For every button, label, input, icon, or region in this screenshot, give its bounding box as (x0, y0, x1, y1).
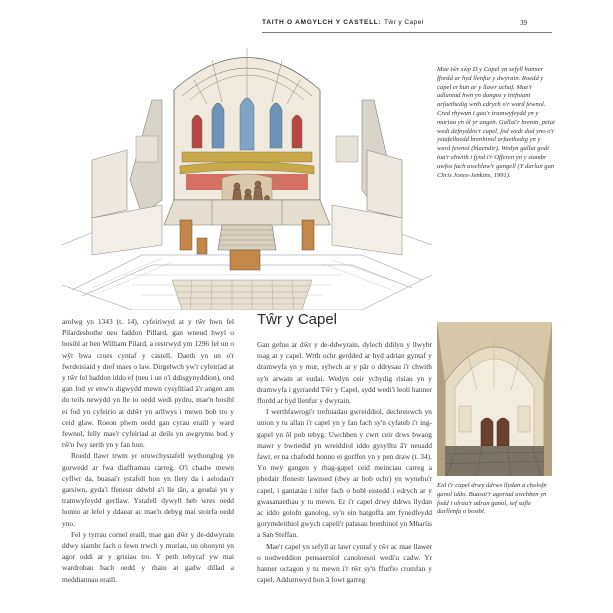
chapel-reconstruction-illustration (62, 40, 432, 310)
left-column (62, 316, 234, 585)
page-number: 39 (520, 19, 527, 27)
right-paragraph-1: Gan gefnu ar dŵr y de-ddwyrain, dylech ddilyn y llwybr tuag at y capel. Wrth ochr gerdded ar hyd adrian gyntaf y dramwyfa yn y mur, sylwch ar y pâr o ddrysau i'r chwith sy'n arwain at eudai. Wedyn ceir ychydig risiau yn y dramwyfa i gyrraedd Tŵr y Capel, sydd wedi'i leoli hanner ffordd ar hyd llenfur y dwyrain. (257, 340, 432, 406)
running-header-title (262, 19, 424, 26)
page-header (0, 0, 613, 34)
right-paragraph-3: Mae'r capel yn sefyll ar lawr cyntaf y tŵr ac mae llawer o nodweddion pensaernïol canoloesol wedi'u cadw. Yr hanner octagon y tu mewn i'r tŵr sy'n ffurfio cromfan y capel. Addurnwyd hon â fowt garreg (257, 541, 432, 585)
section-heading: Tŵr y Capel (257, 311, 338, 328)
left-paragraph-3: Fel y tyrrau cornel eraill, mae gan dŵr y de-ddwyrain ddwy siambr fach o fewn trwch y muriau, un ohonynt yn agor oddi ar y grisiau tro. Y peth tebycaf yw mai wardrobau bach oedd y rhain at gadw dillad a meddiannau eraill. (62, 529, 234, 584)
header-rule (262, 32, 552, 33)
left-paragraph-2: Roedd llawr trwm yr oruwchystafell wythonglog yn gorwedd ar fwa diafframau carreg. O'i chadw mewn cyflwr da, buasai'r ystafell hon yn llety da i aelodau'r garsiwn, gyda'i ffenestr ddwbl a'i lle tân, a geudai yn y tramwyfeydd gerllaw. Ystafell dywyll heb wres oedd honno ar lefel y ddaear ac mae'n debyg mai stoirfa oedd yno. (62, 451, 234, 528)
running-header-section: TAITH O AMGYLCH Y CASTELL: (262, 19, 382, 26)
right-column (257, 339, 432, 585)
running-header-subtitle: Tŵr y Capel (383, 19, 424, 26)
illustration-caption: Mae tŵr sŵp D y Capel yn sefyll hanner ffordd ar hyd llenfur y dwyrain. Roedd y capel ei hun ar y llawr uchaf. Mae'r adluniad hwn yn dangos y trefniant arfaethedig wrth edrych o'r ward fewnol. Cred rhywun i gau'r tramwyfeydd yn y muriau yn ôl yr angen. Gallai'r brenin, petai wedi defnyddio'r capel, fod wedi dod yno o'r ystafelloedd brenhinol arfaethedig yn y ward fewnol (blaendir). Wedyn gallai godi tua'r ehwith i fynd i'r Offeren yn y siambr uwfos fach uwchlaw'r gangell (Y darlun gan Chris Jones-Jenkins, 1991). (437, 66, 555, 179)
left-paragraph-1: arolwg yn 1343 (t. 14), cyfeiriwyd at y tŵr hwn fel Pilardesbothe neu faddon Pillard, gan wneud hwyl o bosibl ar ben William Pilard, a restrwyd ym 1296 fel un o wŷr bwa croes cyntaf y castell. Daeth yn un o'r fwrdeisiaid y dref maes o law. Dirgelwch yw'r cyfeiriad at y tŵr fel baddon iddo ef (neu i un o'i ddisgynyddion), ond gan fod yr enw'n digwydd mewn cysylltiad â'r angen am do teils newydd yn lle to oedd wedi pydru, mae'n bosibl ei fod yn cyfeirio at ddŵr yn arllwys i mewn bob tro y ceid glaw. Roeon plwm oedd gan cyrau eraill y ward fewnol, felly mae'r cyfeiriad at deils yn awgrymu bod y tŵ'n fwy serth yn y fan hon. (62, 317, 234, 450)
right-paragraph-2: I werthfawrogi'r trefniadau gwreiddiol, dechreuwch yn union y tu allan i'r capel yn y fan fach sy'n cyfateb i'r ing-gapel yn ôl pob tebyg. Uwchben y cwrt ceir drws bwaog mawr y bwriedid yn wreiddiol iddo gysylltu â'r neuadd fawr, er na chafodd honno ei gorffen yn y pen draw (t. 34). Yn nwy gangen y rhag-gapel ceid meinciau carreg a phedair ffenestr lawnsed (dwy ar bob ochr) yn wynebu'r capel, i ganiatáu i nifer fach o bobl eistedd i edrych ar y gwasanaethau y tu mewn. Er i'r capel drwy ddrws llydan ac iddo golofn ganolog, sy'n ein hatgoffa am fynedfeydd gorymdeithiol gwych capeli'r palasau brenhinol yn Mhariis a San Steffan. (257, 407, 432, 540)
chapel-interior-photo (437, 322, 552, 476)
photo-caption: Eid i'r capel drwy ddrws llydan a cholofn ganol iddo. Buasai'r agoriad uwchben yn fodd i olrau'r adran ganol, sef safle darllenfa o bosibl. (437, 482, 547, 516)
